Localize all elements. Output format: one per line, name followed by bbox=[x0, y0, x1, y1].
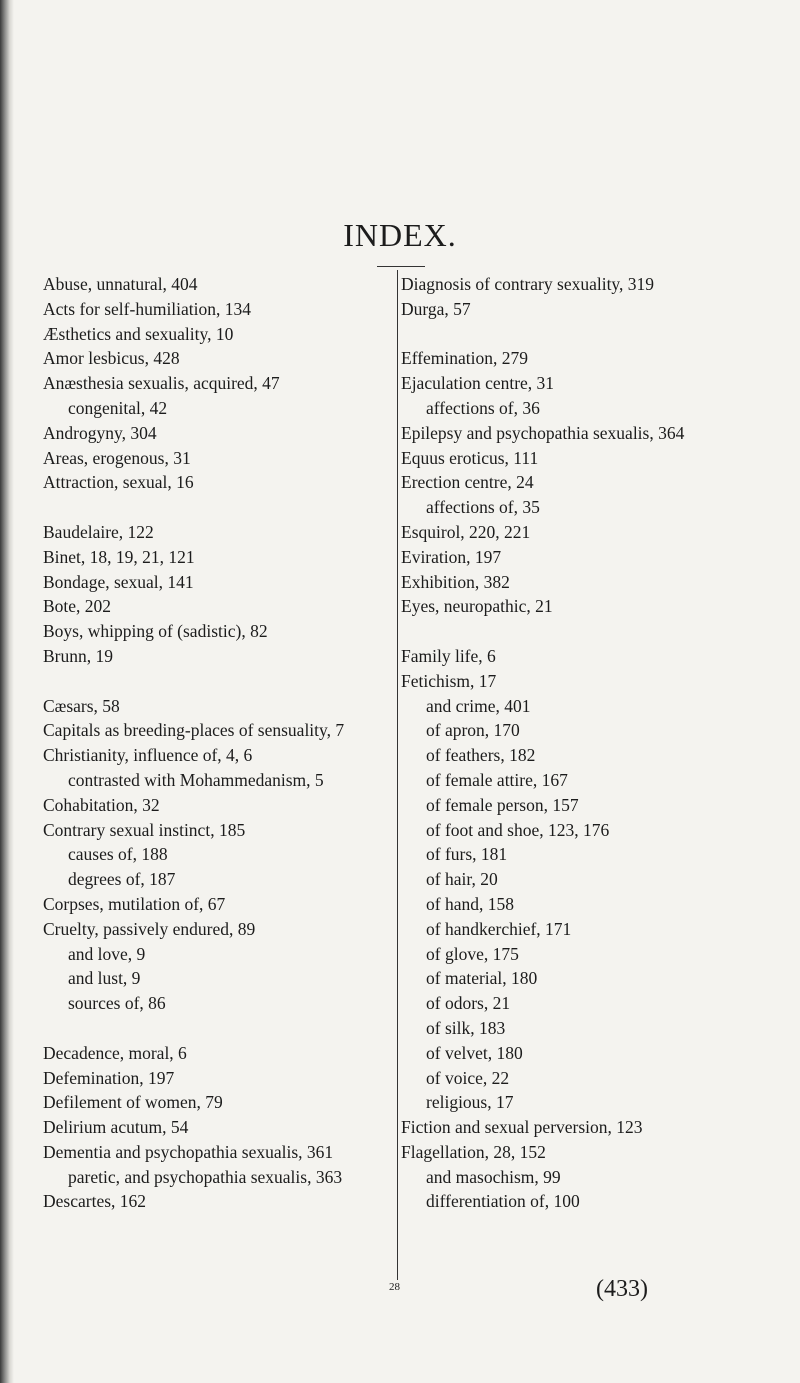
index-entry: Contrary sexual instinct, 185 bbox=[43, 819, 246, 840]
index-entry: Erection centre, 24 bbox=[401, 472, 534, 493]
index-entry: Family life, 6 bbox=[401, 645, 496, 666]
index-entry: Anæsthesia sexualis, acquired, 47 bbox=[43, 373, 280, 394]
index-entry: Epilepsy and psychopathia sexualis, 364 bbox=[401, 422, 685, 443]
index-subentry: of glove, 175 bbox=[426, 943, 519, 964]
index-entry: Attraction, sexual, 16 bbox=[43, 472, 194, 493]
index-subentry: affections of, 36 bbox=[426, 397, 540, 418]
index-subentry: of hair, 20 bbox=[426, 869, 498, 890]
index-subentry: of apron, 170 bbox=[426, 720, 520, 741]
index-gap bbox=[43, 495, 344, 520]
index-column-left bbox=[43, 272, 344, 1214]
page-title: INDEX. bbox=[343, 217, 457, 254]
index-entry: Effemination, 279 bbox=[401, 348, 529, 369]
index-entry: Defilement of women, 79 bbox=[43, 1092, 223, 1113]
index-entry: Durga, 57 bbox=[401, 298, 471, 319]
index-subentry: of voice, 22 bbox=[426, 1067, 510, 1088]
index-subentry: and masochism, 99 bbox=[426, 1166, 561, 1187]
index-entry: Eyes, neuropathic, 21 bbox=[401, 596, 553, 617]
index-subentry: and love, 9 bbox=[68, 943, 146, 964]
index-subentry: degrees of, 187 bbox=[68, 869, 176, 890]
signature-mark: 28 bbox=[389, 1281, 400, 1293]
index-subentry: of female attire, 167 bbox=[426, 769, 568, 790]
index-entry: Dementia and psychopathia sexualis, 361 bbox=[43, 1141, 334, 1162]
index-gap bbox=[43, 669, 344, 694]
index-column-right bbox=[401, 272, 684, 1214]
index-subentry: congenital, 42 bbox=[68, 397, 168, 418]
index-subentry: contrasted with Mohammedanism, 5 bbox=[68, 769, 324, 790]
index-entry: Capitals as breeding-places of sensuality, 7 bbox=[43, 720, 345, 741]
index-entry: Areas, erogenous, 31 bbox=[43, 447, 191, 468]
index-subentry: of female person, 157 bbox=[426, 794, 579, 815]
index-entry: Æsthetics and sexuality, 10 bbox=[43, 323, 234, 344]
index-entry: Exhibition, 382 bbox=[401, 571, 510, 592]
index-entry: Decadence, moral, 6 bbox=[43, 1042, 187, 1063]
index-gap bbox=[401, 619, 684, 644]
index-entry: Cæsars, 58 bbox=[43, 695, 120, 716]
index-subentry: of odors, 21 bbox=[426, 993, 511, 1014]
index-subentry: religious, 17 bbox=[426, 1092, 514, 1113]
title-rule bbox=[377, 266, 425, 267]
index-entry: Bondage, sexual, 141 bbox=[43, 571, 194, 592]
index-entry: Boys, whipping of (sadistic), 82 bbox=[43, 621, 268, 642]
index-entry: Androgyny, 304 bbox=[43, 422, 157, 443]
index-subentry: and crime, 401 bbox=[426, 695, 531, 716]
index-entry: Equus eroticus, 111 bbox=[401, 447, 539, 468]
index-subentry: of material, 180 bbox=[426, 968, 538, 989]
index-entry: Fetichism, 17 bbox=[401, 670, 497, 691]
index-entry: Ejaculation centre, 31 bbox=[401, 373, 555, 394]
index-entry: Fiction and sexual perversion, 123 bbox=[401, 1117, 643, 1138]
index-entry: Defemination, 197 bbox=[43, 1067, 175, 1088]
index-entry: Amor lesbicus, 428 bbox=[43, 348, 180, 369]
index-entry: Baudelaire, 122 bbox=[43, 521, 154, 542]
index-gap bbox=[43, 1016, 344, 1041]
index-subentry: of furs, 181 bbox=[426, 844, 508, 865]
index-subentry: and lust, 9 bbox=[68, 968, 141, 989]
index-subentry: sources of, 86 bbox=[68, 993, 166, 1014]
index-subentry: of feathers, 182 bbox=[426, 745, 536, 766]
index-subentry: of velvet, 180 bbox=[426, 1042, 523, 1063]
index-subentry: affections of, 35 bbox=[426, 497, 540, 518]
index-subentry: paretic, and psychopathia sexualis, 363 bbox=[68, 1166, 343, 1187]
column-divider bbox=[397, 270, 398, 1280]
index-gap bbox=[401, 322, 684, 347]
index-entry: Binet, 18, 19, 21, 121 bbox=[43, 546, 195, 567]
index-entry: Descartes, 162 bbox=[43, 1191, 147, 1212]
page-binding-edge bbox=[0, 0, 14, 1383]
index-entry: Acts for self-humiliation, 134 bbox=[43, 298, 252, 319]
index-entry: Diagnosis of contrary sexuality, 319 bbox=[401, 274, 655, 294]
index-entry: Cruelty, passively endured, 89 bbox=[43, 918, 256, 939]
index-subentry: of foot and shoe, 123, 176 bbox=[426, 819, 610, 840]
page-number: (433) bbox=[596, 1276, 648, 1302]
index-entry: Delirium acutum, 54 bbox=[43, 1117, 189, 1138]
index-entry: Cohabitation, 32 bbox=[43, 794, 160, 815]
index-subentry: of handkerchief, 171 bbox=[426, 918, 572, 939]
index-entry: Flagellation, 28, 152 bbox=[401, 1141, 546, 1162]
index-entry: Brunn, 19 bbox=[43, 645, 113, 666]
index-entry: Abuse, unnatural, 404 bbox=[43, 274, 198, 294]
index-entry: Eviration, 197 bbox=[401, 546, 502, 567]
index-entry: Corpses, mutilation of, 67 bbox=[43, 893, 226, 914]
index-entry: Bote, 202 bbox=[43, 596, 112, 617]
index-subentry: differentiation of, 100 bbox=[426, 1191, 580, 1212]
index-subentry: of silk, 183 bbox=[426, 1017, 506, 1038]
index-entry: Esquirol, 220, 221 bbox=[401, 521, 531, 542]
index-entry: Christianity, influence of, 4, 6 bbox=[43, 745, 253, 766]
index-subentry: of hand, 158 bbox=[426, 893, 514, 914]
index-subentry: causes of, 188 bbox=[68, 844, 168, 865]
